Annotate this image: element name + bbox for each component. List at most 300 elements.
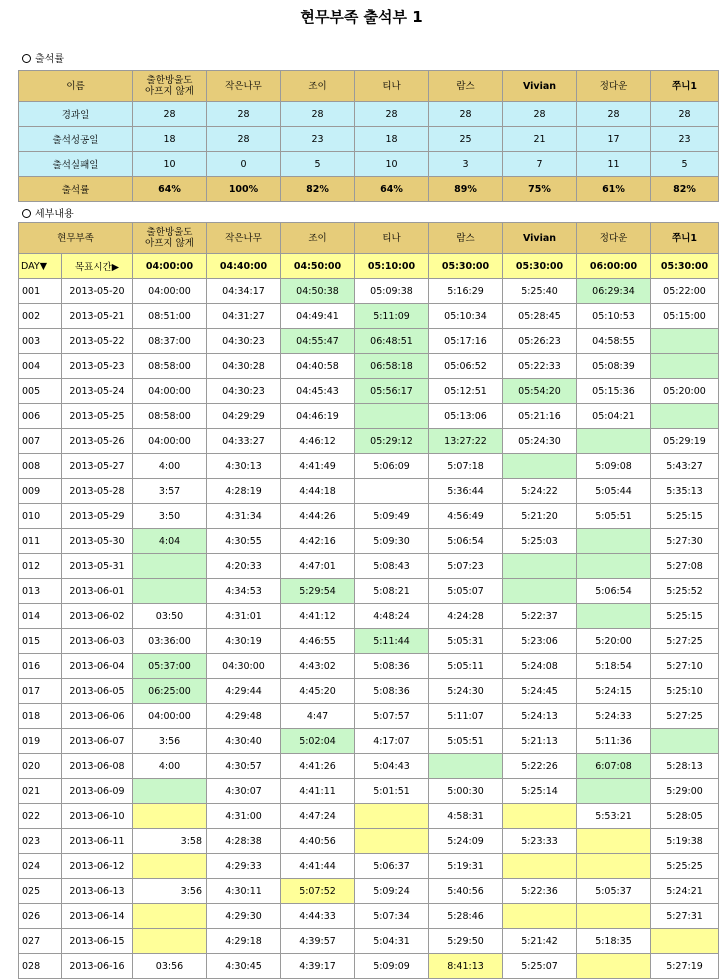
- summary-cell[interactable]: 28: [281, 102, 355, 127]
- summary-cell[interactable]: 5: [651, 152, 719, 177]
- time-cell[interactable]: 05:15:36: [577, 379, 651, 404]
- time-cell[interactable]: 4:30:57: [207, 754, 281, 779]
- day-number-cell[interactable]: 006: [19, 404, 62, 429]
- time-cell[interactable]: [577, 829, 651, 854]
- summary-cell[interactable]: 18: [355, 127, 429, 152]
- time-cell[interactable]: 05:37:00: [133, 654, 207, 679]
- time-cell[interactable]: 4:56:49: [429, 504, 503, 529]
- time-cell[interactable]: 4:44:26: [281, 504, 355, 529]
- time-cell[interactable]: 3:57: [133, 479, 207, 504]
- date-cell[interactable]: 2013-06-07: [62, 729, 133, 754]
- time-cell[interactable]: [503, 579, 577, 604]
- summary-cell[interactable]: 82%: [281, 177, 355, 202]
- time-cell[interactable]: 4:31:34: [207, 504, 281, 529]
- summary-row-label[interactable]: 출석성공일: [19, 127, 133, 152]
- time-cell[interactable]: 5:07:57: [355, 704, 429, 729]
- time-cell[interactable]: 05:13:06: [429, 404, 503, 429]
- time-cell[interactable]: 04:55:47: [281, 329, 355, 354]
- time-cell[interactable]: 4:40:56: [281, 829, 355, 854]
- time-cell[interactable]: 4:30:19: [207, 629, 281, 654]
- time-cell[interactable]: 4:29:48: [207, 704, 281, 729]
- time-cell[interactable]: 05:28:45: [503, 304, 577, 329]
- day-label[interactable]: DAY▼: [19, 254, 62, 279]
- time-cell[interactable]: 4:29:44: [207, 679, 281, 704]
- time-cell[interactable]: 5:06:54: [429, 529, 503, 554]
- time-cell[interactable]: 03:36:00: [133, 629, 207, 654]
- date-cell[interactable]: 2013-06-05: [62, 679, 133, 704]
- day-number-cell[interactable]: 005: [19, 379, 62, 404]
- detail-name-cell[interactable]: 람스: [429, 223, 503, 254]
- time-cell[interactable]: 4:47:01: [281, 554, 355, 579]
- time-cell[interactable]: 5:27:31: [651, 904, 719, 929]
- time-cell[interactable]: 5:19:38: [651, 829, 719, 854]
- time-cell[interactable]: 5:04:43: [355, 754, 429, 779]
- time-cell[interactable]: 6:07:08: [577, 754, 651, 779]
- time-cell[interactable]: [577, 529, 651, 554]
- time-cell[interactable]: 05:06:52: [429, 354, 503, 379]
- summary-cell[interactable]: 10: [133, 152, 207, 177]
- time-cell[interactable]: 05:26:23: [503, 329, 577, 354]
- time-cell[interactable]: 05:21:16: [503, 404, 577, 429]
- time-cell[interactable]: 4:44:18: [281, 479, 355, 504]
- time-cell[interactable]: 3:58: [133, 829, 207, 854]
- day-number-cell[interactable]: 003: [19, 329, 62, 354]
- time-cell[interactable]: 05:24:30: [503, 429, 577, 454]
- target-time-label[interactable]: 목표시간▶: [62, 254, 133, 279]
- time-cell[interactable]: 05:15:00: [651, 304, 719, 329]
- time-cell[interactable]: 5:25:15: [651, 604, 719, 629]
- summary-name-cell[interactable]: 람스: [429, 71, 503, 102]
- summary-cell[interactable]: 28: [503, 102, 577, 127]
- summary-name-cell[interactable]: 작은나무: [207, 71, 281, 102]
- summary-cell[interactable]: 28: [429, 102, 503, 127]
- summary-cell[interactable]: 89%: [429, 177, 503, 202]
- time-cell[interactable]: 05:56:17: [355, 379, 429, 404]
- time-cell[interactable]: 04:45:43: [281, 379, 355, 404]
- time-cell[interactable]: 5:11:44: [355, 629, 429, 654]
- time-cell[interactable]: 08:37:00: [133, 329, 207, 354]
- time-cell[interactable]: 04:49:41: [281, 304, 355, 329]
- time-cell[interactable]: 5:05:37: [577, 879, 651, 904]
- summary-row-label[interactable]: 경과일: [19, 102, 133, 127]
- time-cell[interactable]: 5:07:18: [429, 454, 503, 479]
- date-cell[interactable]: 2013-05-21: [62, 304, 133, 329]
- time-cell[interactable]: [355, 479, 429, 504]
- time-cell[interactable]: 5:36:44: [429, 479, 503, 504]
- time-cell[interactable]: 5:06:54: [577, 579, 651, 604]
- time-cell[interactable]: [503, 554, 577, 579]
- time-cell[interactable]: 5:27:25: [651, 629, 719, 654]
- time-cell[interactable]: 5:25:15: [651, 504, 719, 529]
- target-time-cell[interactable]: 05:10:00: [355, 254, 429, 279]
- day-number-cell[interactable]: 004: [19, 354, 62, 379]
- time-cell[interactable]: [355, 804, 429, 829]
- date-cell[interactable]: 2013-06-04: [62, 654, 133, 679]
- time-cell[interactable]: 3:50: [133, 504, 207, 529]
- time-cell[interactable]: 4:46:55: [281, 629, 355, 654]
- time-cell[interactable]: 05:08:39: [577, 354, 651, 379]
- time-cell[interactable]: [651, 729, 719, 754]
- time-cell[interactable]: 4:46:12: [281, 429, 355, 454]
- date-cell[interactable]: 2013-05-20: [62, 279, 133, 304]
- day-number-cell[interactable]: 027: [19, 929, 62, 954]
- time-cell[interactable]: 4:30:45: [207, 954, 281, 979]
- day-number-cell[interactable]: 007: [19, 429, 62, 454]
- time-cell[interactable]: [133, 804, 207, 829]
- time-cell[interactable]: 5:16:29: [429, 279, 503, 304]
- summary-cell[interactable]: 18: [133, 127, 207, 152]
- time-cell[interactable]: 5:18:54: [577, 654, 651, 679]
- target-time-cell[interactable]: 04:00:00: [133, 254, 207, 279]
- time-cell[interactable]: 4:41:49: [281, 454, 355, 479]
- date-cell[interactable]: 2013-05-30: [62, 529, 133, 554]
- time-cell[interactable]: 5:06:37: [355, 854, 429, 879]
- time-cell[interactable]: 4:00: [133, 454, 207, 479]
- time-cell[interactable]: 06:58:18: [355, 354, 429, 379]
- day-number-cell[interactable]: 019: [19, 729, 62, 754]
- summary-cell[interactable]: 61%: [577, 177, 651, 202]
- time-cell[interactable]: 5:07:52: [281, 879, 355, 904]
- day-number-cell[interactable]: 002: [19, 304, 62, 329]
- summary-cell[interactable]: 7: [503, 152, 577, 177]
- time-cell[interactable]: [133, 904, 207, 929]
- summary-cell[interactable]: 25: [429, 127, 503, 152]
- summary-cell[interactable]: 21: [503, 127, 577, 152]
- time-cell[interactable]: [577, 904, 651, 929]
- time-cell[interactable]: [577, 554, 651, 579]
- time-cell[interactable]: 04:29:29: [207, 404, 281, 429]
- time-cell[interactable]: 04:58:55: [577, 329, 651, 354]
- time-cell[interactable]: 5:08:36: [355, 679, 429, 704]
- time-cell[interactable]: 5:23:06: [503, 629, 577, 654]
- time-cell[interactable]: 05:10:53: [577, 304, 651, 329]
- detail-name-cell[interactable]: 작은나무: [207, 223, 281, 254]
- date-cell[interactable]: 2013-06-14: [62, 904, 133, 929]
- time-cell[interactable]: 04:50:38: [281, 279, 355, 304]
- summary-cell[interactable]: 28: [355, 102, 429, 127]
- time-cell[interactable]: 04:30:00: [207, 654, 281, 679]
- time-cell[interactable]: 5:29:00: [651, 779, 719, 804]
- day-number-cell[interactable]: 016: [19, 654, 62, 679]
- time-cell[interactable]: 5:25:52: [651, 579, 719, 604]
- target-time-cell[interactable]: 04:50:00: [281, 254, 355, 279]
- date-cell[interactable]: 2013-06-11: [62, 829, 133, 854]
- time-cell[interactable]: [503, 904, 577, 929]
- time-cell[interactable]: [577, 854, 651, 879]
- day-number-cell[interactable]: 012: [19, 554, 62, 579]
- time-cell[interactable]: 4:29:18: [207, 929, 281, 954]
- day-number-cell[interactable]: 009: [19, 479, 62, 504]
- time-cell[interactable]: 08:58:00: [133, 404, 207, 429]
- date-cell[interactable]: 2013-06-02: [62, 604, 133, 629]
- date-cell[interactable]: 2013-06-16: [62, 954, 133, 979]
- time-cell[interactable]: 4:58:31: [429, 804, 503, 829]
- day-number-cell[interactable]: 023: [19, 829, 62, 854]
- time-cell[interactable]: [577, 429, 651, 454]
- time-cell[interactable]: 04:00:00: [133, 379, 207, 404]
- time-cell[interactable]: 5:28:46: [429, 904, 503, 929]
- time-cell[interactable]: 05:22:33: [503, 354, 577, 379]
- day-number-cell[interactable]: 014: [19, 604, 62, 629]
- date-cell[interactable]: 2013-05-25: [62, 404, 133, 429]
- time-cell[interactable]: [577, 779, 651, 804]
- time-cell[interactable]: 4:45:20: [281, 679, 355, 704]
- time-cell[interactable]: [133, 929, 207, 954]
- time-cell[interactable]: 4:24:28: [429, 604, 503, 629]
- time-cell[interactable]: 4:39:57: [281, 929, 355, 954]
- time-cell[interactable]: 5:22:26: [503, 754, 577, 779]
- time-cell[interactable]: 5:27:19: [651, 954, 719, 979]
- time-cell[interactable]: 4:29:30: [207, 904, 281, 929]
- summary-cell[interactable]: 0: [207, 152, 281, 177]
- time-cell[interactable]: 5:00:30: [429, 779, 503, 804]
- time-cell[interactable]: 5:24:15: [577, 679, 651, 704]
- time-cell[interactable]: 4:04: [133, 529, 207, 554]
- time-cell[interactable]: 4:28:38: [207, 829, 281, 854]
- time-cell[interactable]: 05:09:38: [355, 279, 429, 304]
- time-cell[interactable]: 4:17:07: [355, 729, 429, 754]
- time-cell[interactable]: 05:12:51: [429, 379, 503, 404]
- day-number-cell[interactable]: 018: [19, 704, 62, 729]
- time-cell[interactable]: 5:18:35: [577, 929, 651, 954]
- time-cell[interactable]: 5:24:22: [503, 479, 577, 504]
- summary-cell[interactable]: 82%: [651, 177, 719, 202]
- time-cell[interactable]: 5:24:45: [503, 679, 577, 704]
- summary-name-cell[interactable]: 출한방울도 아프지 않게: [133, 71, 207, 102]
- summary-cell[interactable]: 28: [207, 102, 281, 127]
- time-cell[interactable]: 5:05:51: [577, 504, 651, 529]
- time-cell[interactable]: 5:09:24: [355, 879, 429, 904]
- time-cell[interactable]: 5:04:31: [355, 929, 429, 954]
- date-cell[interactable]: 2013-05-28: [62, 479, 133, 504]
- summary-name-cell[interactable]: 조이: [281, 71, 355, 102]
- time-cell[interactable]: [355, 404, 429, 429]
- time-cell[interactable]: 4:30:40: [207, 729, 281, 754]
- time-cell[interactable]: 04:33:27: [207, 429, 281, 454]
- time-cell[interactable]: [503, 804, 577, 829]
- time-cell[interactable]: 5:08:21: [355, 579, 429, 604]
- summary-cell[interactable]: 100%: [207, 177, 281, 202]
- time-cell[interactable]: 05:22:00: [651, 279, 719, 304]
- summary-header-label[interactable]: 이름: [19, 71, 133, 102]
- time-cell[interactable]: 5:24:33: [577, 704, 651, 729]
- time-cell[interactable]: 4:48:24: [355, 604, 429, 629]
- time-cell[interactable]: 5:22:36: [503, 879, 577, 904]
- time-cell[interactable]: 5:24:08: [503, 654, 577, 679]
- time-cell[interactable]: 5:27:25: [651, 704, 719, 729]
- summary-cell[interactable]: 28: [651, 102, 719, 127]
- time-cell[interactable]: 4:31:00: [207, 804, 281, 829]
- time-cell[interactable]: 05:29:19: [651, 429, 719, 454]
- time-cell[interactable]: 5:02:04: [281, 729, 355, 754]
- time-cell[interactable]: 5:09:49: [355, 504, 429, 529]
- time-cell[interactable]: 5:40:56: [429, 879, 503, 904]
- summary-name-cell[interactable]: 정다운: [577, 71, 651, 102]
- time-cell[interactable]: 4:20:33: [207, 554, 281, 579]
- detail-name-cell[interactable]: 쭈니1: [651, 223, 719, 254]
- target-time-cell[interactable]: 06:00:00: [577, 254, 651, 279]
- time-cell[interactable]: 5:28:05: [651, 804, 719, 829]
- time-cell[interactable]: 4:30:55: [207, 529, 281, 554]
- time-cell[interactable]: 4:00: [133, 754, 207, 779]
- time-cell[interactable]: 5:20:00: [577, 629, 651, 654]
- day-number-cell[interactable]: 015: [19, 629, 62, 654]
- time-cell[interactable]: 4:42:16: [281, 529, 355, 554]
- summary-cell[interactable]: 28: [207, 127, 281, 152]
- time-cell[interactable]: 04:40:58: [281, 354, 355, 379]
- day-number-cell[interactable]: 008: [19, 454, 62, 479]
- time-cell[interactable]: [651, 329, 719, 354]
- time-cell[interactable]: 4:41:26: [281, 754, 355, 779]
- time-cell[interactable]: 5:28:13: [651, 754, 719, 779]
- time-cell[interactable]: 4:41:11: [281, 779, 355, 804]
- day-number-cell[interactable]: 001: [19, 279, 62, 304]
- time-cell[interactable]: 06:25:00: [133, 679, 207, 704]
- day-number-cell[interactable]: 024: [19, 854, 62, 879]
- time-cell[interactable]: [503, 454, 577, 479]
- time-cell[interactable]: 5:22:37: [503, 604, 577, 629]
- time-cell[interactable]: [133, 554, 207, 579]
- summary-cell[interactable]: 10: [355, 152, 429, 177]
- time-cell[interactable]: 04:30:23: [207, 379, 281, 404]
- time-cell[interactable]: 05:54:20: [503, 379, 577, 404]
- target-time-cell[interactable]: 05:30:00: [429, 254, 503, 279]
- time-cell[interactable]: 4:30:13: [207, 454, 281, 479]
- time-cell[interactable]: 5:19:31: [429, 854, 503, 879]
- summary-row-label[interactable]: 출석실패일: [19, 152, 133, 177]
- day-number-cell[interactable]: 025: [19, 879, 62, 904]
- time-cell[interactable]: 3:56: [133, 879, 207, 904]
- time-cell[interactable]: [355, 829, 429, 854]
- time-cell[interactable]: 08:51:00: [133, 304, 207, 329]
- date-cell[interactable]: 2013-06-13: [62, 879, 133, 904]
- summary-cell[interactable]: 64%: [133, 177, 207, 202]
- summary-cell[interactable]: 3: [429, 152, 503, 177]
- time-cell[interactable]: 5:25:10: [651, 679, 719, 704]
- day-number-cell[interactable]: 021: [19, 779, 62, 804]
- time-cell[interactable]: 5:21:42: [503, 929, 577, 954]
- time-cell[interactable]: 5:21:20: [503, 504, 577, 529]
- time-cell[interactable]: 5:35:13: [651, 479, 719, 504]
- time-cell[interactable]: 5:24:30: [429, 679, 503, 704]
- time-cell[interactable]: 5:25:25: [651, 854, 719, 879]
- time-cell[interactable]: 03:56: [133, 954, 207, 979]
- date-cell[interactable]: 2013-06-03: [62, 629, 133, 654]
- time-cell[interactable]: 04:30:23: [207, 329, 281, 354]
- time-cell[interactable]: 5:08:36: [355, 654, 429, 679]
- time-cell[interactable]: 5:11:07: [429, 704, 503, 729]
- time-cell[interactable]: 4:39:17: [281, 954, 355, 979]
- time-cell[interactable]: 5:25:40: [503, 279, 577, 304]
- summary-cell[interactable]: 5: [281, 152, 355, 177]
- summary-cell[interactable]: 17: [577, 127, 651, 152]
- time-cell[interactable]: 5:25:14: [503, 779, 577, 804]
- date-cell[interactable]: 2013-06-12: [62, 854, 133, 879]
- date-cell[interactable]: 2013-05-29: [62, 504, 133, 529]
- time-cell[interactable]: [577, 954, 651, 979]
- time-cell[interactable]: 04:30:28: [207, 354, 281, 379]
- time-cell[interactable]: 5:27:08: [651, 554, 719, 579]
- time-cell[interactable]: 06:29:34: [577, 279, 651, 304]
- time-cell[interactable]: 5:25:07: [503, 954, 577, 979]
- date-cell[interactable]: 2013-05-23: [62, 354, 133, 379]
- date-cell[interactable]: 2013-06-06: [62, 704, 133, 729]
- time-cell[interactable]: 5:09:08: [577, 454, 651, 479]
- summary-name-cell[interactable]: Vivian: [503, 71, 577, 102]
- date-cell[interactable]: 2013-06-08: [62, 754, 133, 779]
- summary-row-label[interactable]: 출석률: [19, 177, 133, 202]
- time-cell[interactable]: 4:34:53: [207, 579, 281, 604]
- day-number-cell[interactable]: 026: [19, 904, 62, 929]
- time-cell[interactable]: 4:44:33: [281, 904, 355, 929]
- time-cell[interactable]: 4:30:07: [207, 779, 281, 804]
- time-cell[interactable]: 04:00:00: [133, 704, 207, 729]
- time-cell[interactable]: 05:10:34: [429, 304, 503, 329]
- time-cell[interactable]: [429, 754, 503, 779]
- time-cell[interactable]: 4:30:11: [207, 879, 281, 904]
- detail-name-cell[interactable]: 출한방울도 아프지 않게: [133, 223, 207, 254]
- time-cell[interactable]: 05:29:12: [355, 429, 429, 454]
- time-cell[interactable]: 03:50: [133, 604, 207, 629]
- time-cell[interactable]: 04:00:00: [133, 429, 207, 454]
- time-cell[interactable]: [133, 579, 207, 604]
- date-cell[interactable]: 2013-05-31: [62, 554, 133, 579]
- time-cell[interactable]: 5:05:51: [429, 729, 503, 754]
- summary-cell[interactable]: 28: [577, 102, 651, 127]
- time-cell[interactable]: 5:21:13: [503, 729, 577, 754]
- summary-cell[interactable]: 23: [651, 127, 719, 152]
- date-cell[interactable]: 2013-06-01: [62, 579, 133, 604]
- time-cell[interactable]: [133, 854, 207, 879]
- time-cell[interactable]: 5:53:21: [577, 804, 651, 829]
- time-cell[interactable]: 05:04:21: [577, 404, 651, 429]
- time-cell[interactable]: 04:46:19: [281, 404, 355, 429]
- time-cell[interactable]: 8:41:13: [429, 954, 503, 979]
- time-cell[interactable]: 5:07:34: [355, 904, 429, 929]
- date-cell[interactable]: 2013-05-22: [62, 329, 133, 354]
- time-cell[interactable]: 4:41:12: [281, 604, 355, 629]
- date-cell[interactable]: 2013-05-24: [62, 379, 133, 404]
- time-cell[interactable]: 5:05:11: [429, 654, 503, 679]
- time-cell[interactable]: 4:41:44: [281, 854, 355, 879]
- summary-cell[interactable]: 28: [133, 102, 207, 127]
- date-cell[interactable]: 2013-05-27: [62, 454, 133, 479]
- time-cell[interactable]: 04:31:27: [207, 304, 281, 329]
- time-cell[interactable]: 4:47: [281, 704, 355, 729]
- time-cell[interactable]: 4:29:33: [207, 854, 281, 879]
- summary-name-cell[interactable]: 티나: [355, 71, 429, 102]
- day-number-cell[interactable]: 028: [19, 954, 62, 979]
- time-cell[interactable]: [577, 604, 651, 629]
- summary-cell[interactable]: 11: [577, 152, 651, 177]
- detail-header-label[interactable]: 현무부족: [19, 223, 133, 254]
- detail-name-cell[interactable]: 정다운: [577, 223, 651, 254]
- time-cell[interactable]: 5:09:09: [355, 954, 429, 979]
- time-cell[interactable]: [133, 779, 207, 804]
- target-time-cell[interactable]: 05:30:00: [651, 254, 719, 279]
- time-cell[interactable]: 06:48:51: [355, 329, 429, 354]
- time-cell[interactable]: 5:23:33: [503, 829, 577, 854]
- day-number-cell[interactable]: 010: [19, 504, 62, 529]
- day-number-cell[interactable]: 020: [19, 754, 62, 779]
- day-number-cell[interactable]: 022: [19, 804, 62, 829]
- detail-name-cell[interactable]: 티나: [355, 223, 429, 254]
- time-cell[interactable]: 5:25:03: [503, 529, 577, 554]
- time-cell[interactable]: 05:17:16: [429, 329, 503, 354]
- time-cell[interactable]: 5:01:51: [355, 779, 429, 804]
- time-cell[interactable]: 5:07:23: [429, 554, 503, 579]
- time-cell[interactable]: 04:00:00: [133, 279, 207, 304]
